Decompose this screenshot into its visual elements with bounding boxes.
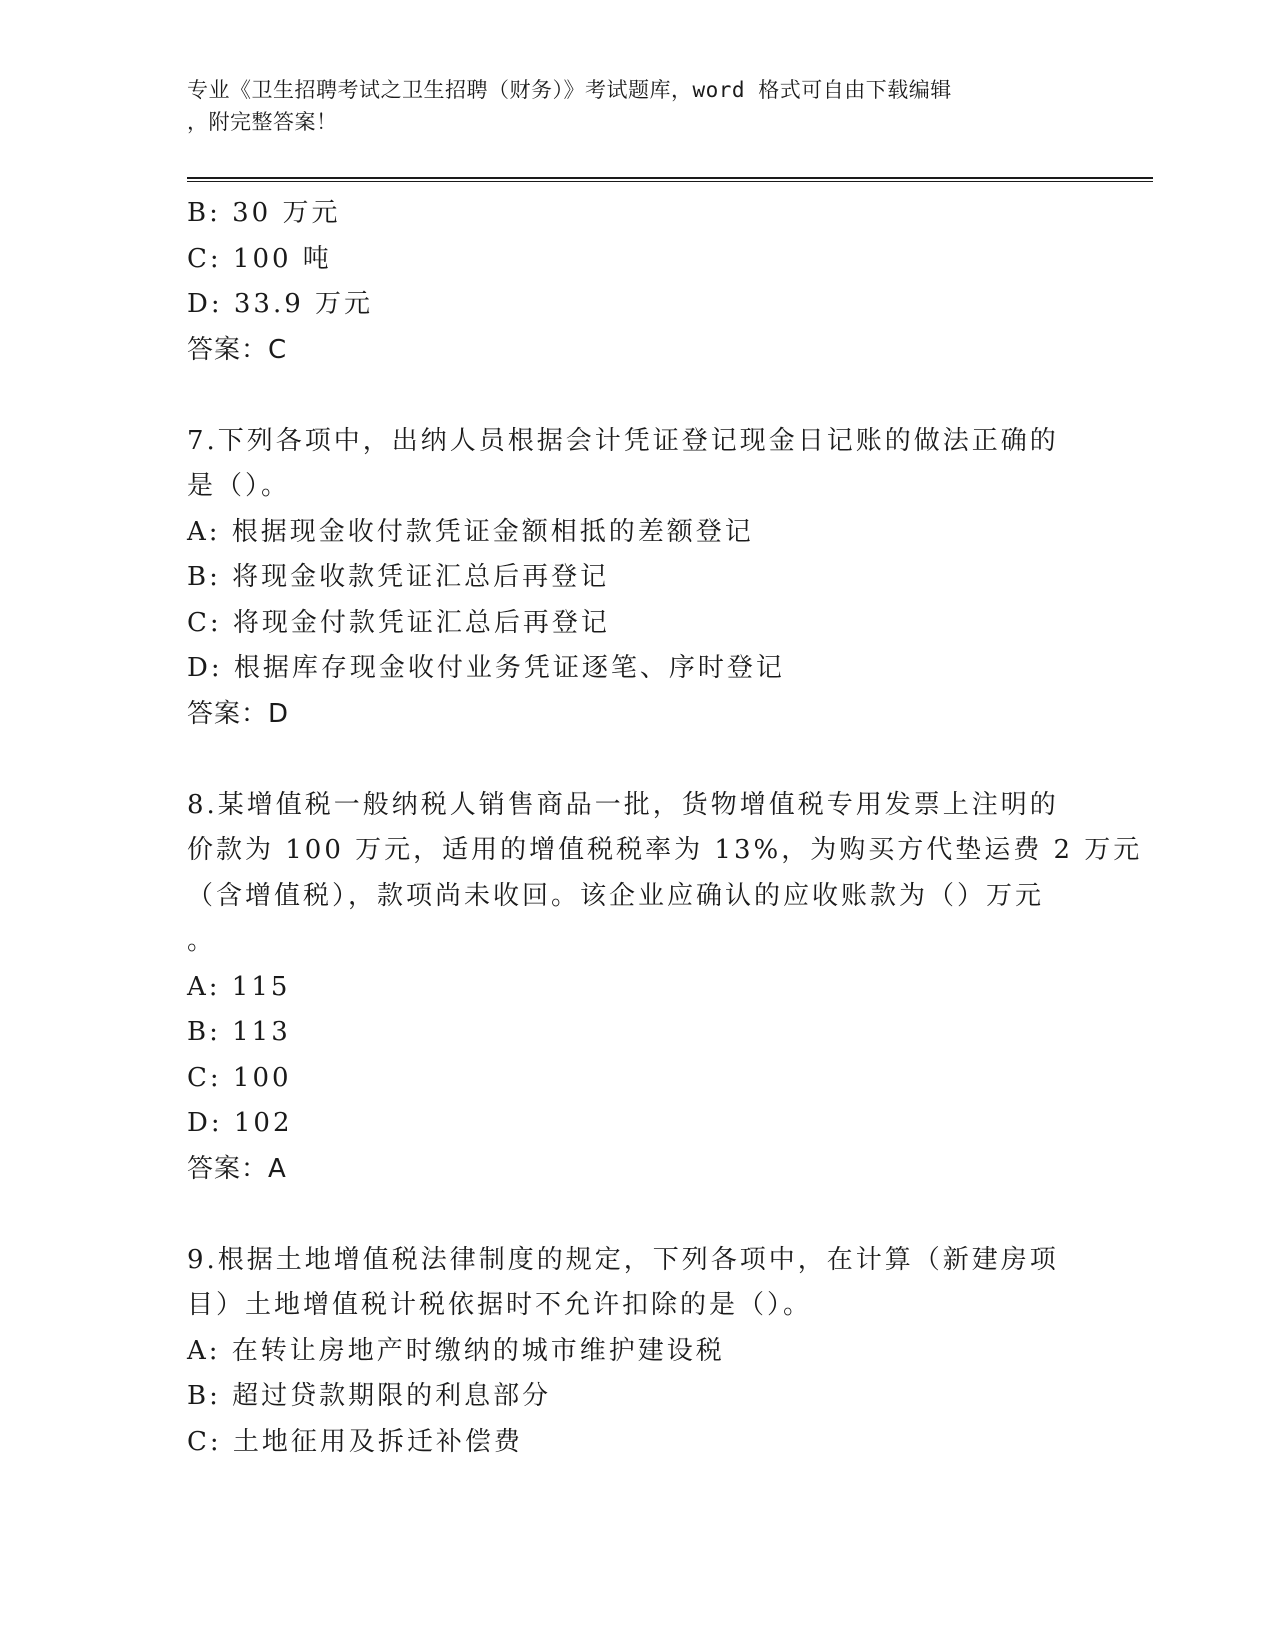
q6-answer: 答案：C — [187, 334, 288, 365]
q8-stem-line-3: （含增值税），款项尚未收回。该企业应确认的应收账款为（）万元 — [187, 880, 1045, 911]
q8-option-a: A: 115 — [187, 971, 291, 1002]
q8-answer: 答案：A — [187, 1153, 287, 1184]
q9-option-c: C: 土地征用及拆迁补偿费 — [187, 1426, 523, 1457]
header-divider-thick — [187, 177, 1153, 179]
header-line-2: ，附完整答案！ — [187, 110, 338, 134]
question-6-tail — [187, 191, 1087, 373]
spacer — [187, 737, 1087, 783]
spacer — [187, 373, 1087, 419]
q6-option-b: B: 30 万元 — [187, 198, 341, 228]
q6-option-c: C: 100 吨 — [187, 243, 332, 274]
q7-answer: 答案：D — [187, 698, 290, 729]
spacer — [187, 1192, 1087, 1238]
q7-option-b: B: 将现金收款凭证汇总后再登记 — [187, 562, 610, 592]
q8-option-c: C: 100 — [187, 1062, 292, 1093]
q7-option-d: D: 根据库存现金收付业务凭证逐笔、序时登记 — [187, 653, 785, 683]
header-line-1: 专业《卫生招聘考试之卫生招聘（财务）》考试题库，word 格式可自由下载编辑 — [187, 78, 952, 102]
q7-stem-line-1: 7.下列各项中，出纳人员根据会计凭证登记现金日记账的做法正确的 — [187, 425, 1059, 456]
q8-option-d: D: 102 — [187, 1108, 293, 1138]
question-7 — [187, 419, 1087, 738]
q8-stem-line-2: 价款为 100 万元，适用的增值税税率为 13%，为购买方代垫运费 2 万元 — [187, 835, 1143, 865]
q8-stem-line-4: 。 — [187, 926, 217, 956]
header-divider-thin — [187, 181, 1153, 182]
q9-option-b: B: 超过贷款期限的利息部分 — [187, 1381, 552, 1411]
q7-stem-line-2: 是（）。 — [187, 471, 291, 501]
q8-option-b: B: 113 — [187, 1017, 291, 1047]
q9-stem-line-2: 目）土地增值税计税依据时不允许扣除的是（）。 — [187, 1290, 813, 1320]
q8-stem-line-1: 8.某增值税一般纳税人销售商品一批，货物增值税专用发票上注明的 — [187, 789, 1059, 820]
q7-option-a: A: 根据现金收付款凭证金额相抵的差额登记 — [187, 516, 754, 547]
q9-option-a: A: 在转让房地产时缴纳的城市维护建设税 — [187, 1335, 725, 1366]
question-8 — [187, 783, 1143, 1193]
question-9 — [187, 1238, 1087, 1466]
document-header — [187, 74, 1067, 138]
q6-option-d: D: 33.9 万元 — [187, 289, 374, 319]
q9-stem-line-1: 9.根据土地增值税法律制度的规定，下列各项中，在计算（新建房项 — [187, 1244, 1059, 1275]
q7-option-c: C: 将现金付款凭证汇总后再登记 — [187, 607, 610, 638]
question-content — [187, 191, 1143, 1465]
